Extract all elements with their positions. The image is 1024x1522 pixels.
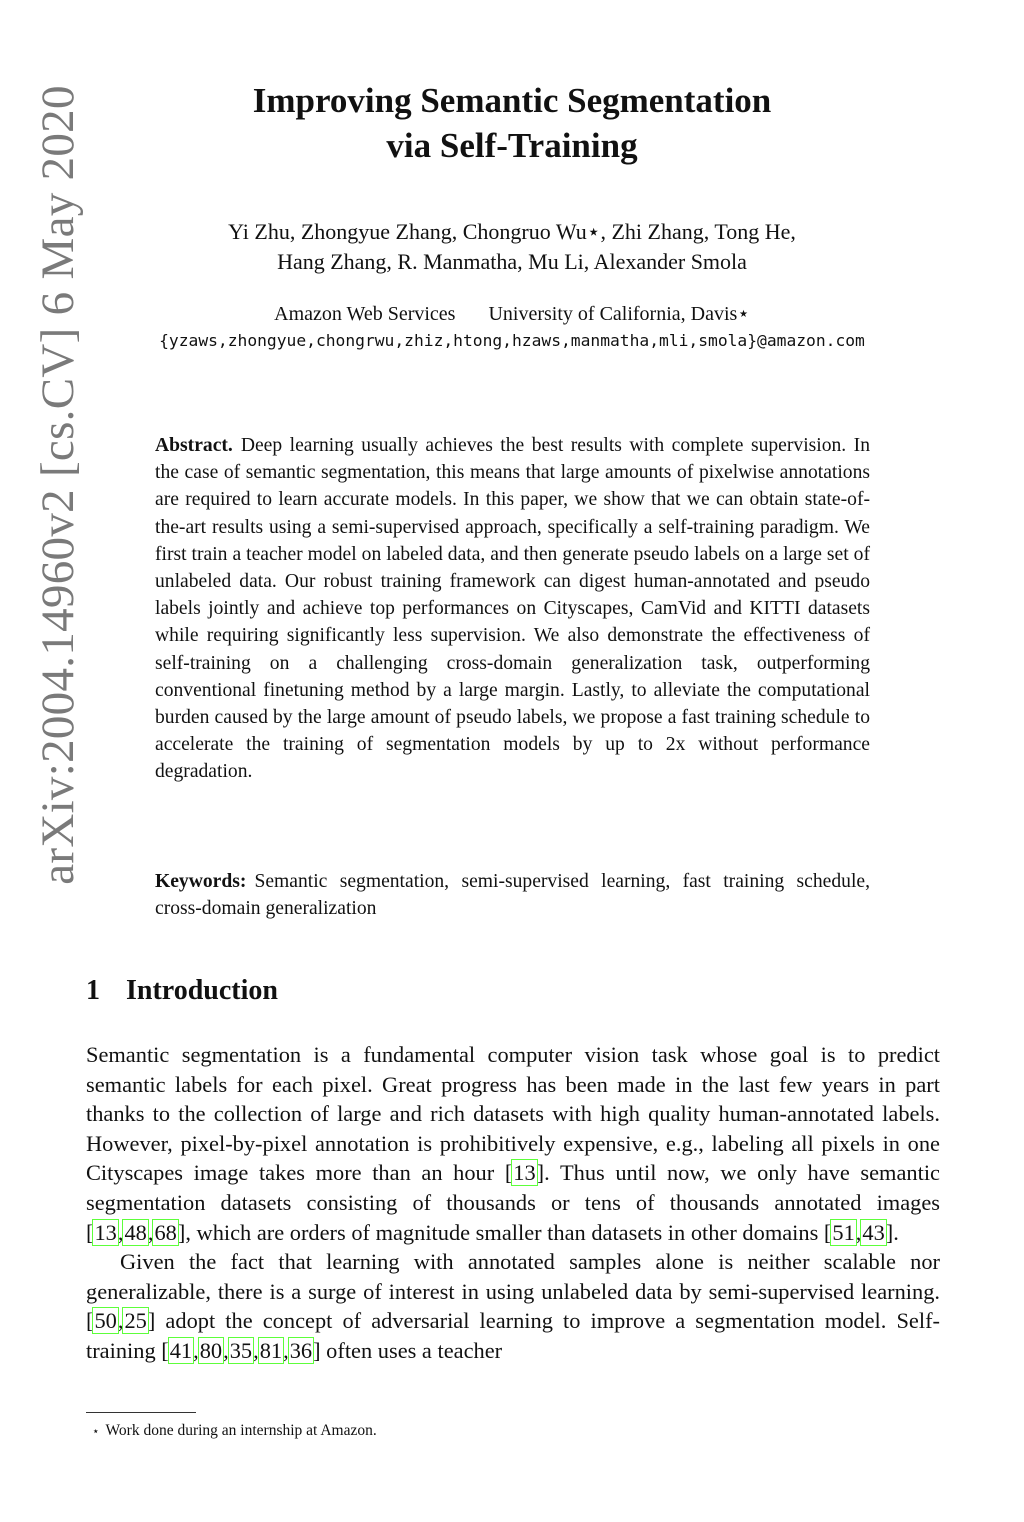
citation-13-48-68: [13,48,68] [86, 1219, 186, 1245]
ref-link-50[interactable]: 50 [94, 1308, 117, 1334]
ref-link-81[interactable]: 81 [259, 1337, 283, 1363]
title-line-2: via Self-Training [386, 126, 638, 165]
arxiv-identifier: arXiv:2004.14960v2 [cs.CV] 6 May 2020 [32, 85, 85, 885]
intro-p1-text-3: , which are orders of magnitude smaller than datasets in other domains [185, 1219, 824, 1245]
ref-link-48[interactable]: 48 [124, 1219, 147, 1245]
section-heading [86, 971, 278, 1011]
intro-paragraph-2 [86, 1247, 940, 1365]
footnote-rule [86, 1412, 196, 1413]
citation-50-25: [50,25] [86, 1308, 156, 1334]
footnote-text: Work done during an internship at Amazon. [105, 1422, 377, 1439]
intro-p1-text-4: . [893, 1219, 899, 1245]
authors-line-2: Hang Zhang, R. Manmatha, Mu Li, Alexander Smola [277, 249, 747, 274]
intro-p1-text-1: Semantic segmentation is a fundamental computer vision task whose goal is to predict semantic labels for each pixel. Great progress has been made in the last few years in part thanks to the collection of large and rich datasets with high quality human-annotated labels. However, pixel-by-pixel annotation is prohibitively expensive, e.g., labeling all pixels in one Cityscapes image takes more than an hour [86, 1042, 940, 1186]
affiliation-amazon: Amazon Web Services [274, 303, 456, 325]
citation-41-80-35-81-36: [41,80,35,81,36] [161, 1337, 321, 1363]
keywords [155, 868, 870, 922]
intro-paragraph-1 [86, 1040, 940, 1247]
intro-p2-text-2: adopt the concept of adversarial learning to improve a segmentation model. Self-training [86, 1308, 940, 1363]
ref-link-68[interactable]: 68 [154, 1219, 177, 1245]
ref-link-35[interactable]: 35 [229, 1337, 253, 1363]
abstract [155, 432, 870, 786]
abstract-label: Abstract. [155, 435, 233, 456]
ref-link-25[interactable]: 25 [124, 1308, 147, 1334]
abstract-text: Deep learning usually achieves the best results with complete supervision. In the case of semantic segmentation, this means that large amounts of pixelwise annotations are required to learn accurate models. In this paper, we show that we can obtain state-of-the-art results using a semi-supervised approach, specifically a self-training paradigm. We first train a teacher model on labeled data, and then generate pseudo labels on a large set of unlabeled data. Our robust training framework can digest human-annotated and pseudo labels jointly and achieve top performances on Cityscapes, CamVid and KITTI datasets while requiring significantly less supervision. We also demonstrate the effectiveness of self-training on a challenging cross-domain generalization task, outperforming conventional finetuning method by a large margin. Lastly, to alleviate the computational burden caused by the large amount of pseudo labels, we propose a fast training schedule to accelerate the training of segmentation models by up to 2x without performance degradation. [155, 435, 870, 783]
author-list [100, 217, 924, 277]
keywords-text: Semantic segmentation, semi-supervised learning, fast training schedule, cross-domain generalization [155, 871, 870, 920]
intro-p2-text-3: often uses a teacher [320, 1337, 503, 1363]
ref-link-51[interactable]: 51 [832, 1219, 855, 1245]
citation-13: [13] [504, 1160, 545, 1186]
citation-51-43: [51,43] [823, 1219, 894, 1245]
section-title: Introduction [126, 975, 278, 1006]
paper-title [120, 78, 904, 168]
intro-p2-text-1: Given the fact that learning with annotated samples alone is neither scalable nor generalizable, there is a surge of interest in using unlabeled data by semi-supervised learning. [86, 1249, 940, 1304]
title-line-1: Improving Semantic Segmentation [252, 81, 772, 120]
arxiv-sidebar [22, 30, 94, 940]
section-number: 1 [86, 975, 100, 1006]
authors-line-1: Yi Zhu, Zhongyue Zhang, Chongruo Wu⋆, Zhi Zhang, Tong He, [228, 219, 796, 244]
ref-link-36[interactable]: 36 [289, 1337, 313, 1363]
author-emails: {yzaws,zhongyue,chongrwu,zhiz,htong,hzaws,manmatha,mli,smola}@amazon.com [159, 331, 865, 350]
footnote-star-icon: ⋆ [92, 1424, 100, 1438]
ref-link-13[interactable]: 13 [513, 1160, 536, 1186]
ref-link-13b[interactable]: 13 [94, 1219, 117, 1245]
affiliation-ucdavis: University of California, Davis⋆ [488, 303, 750, 325]
affiliations [100, 301, 924, 327]
ref-link-80[interactable]: 80 [199, 1337, 223, 1363]
footnote [86, 1420, 377, 1442]
introduction-body [86, 1040, 940, 1366]
ref-link-43[interactable]: 43 [862, 1219, 885, 1245]
intro-p1-text-2: . Thus until now, we only have semantic segmentation datasets consisting of thousands or tens of thousands annotated images [86, 1160, 940, 1215]
keywords-label: Keywords: [155, 871, 247, 892]
ref-link-41[interactable]: 41 [169, 1337, 193, 1363]
